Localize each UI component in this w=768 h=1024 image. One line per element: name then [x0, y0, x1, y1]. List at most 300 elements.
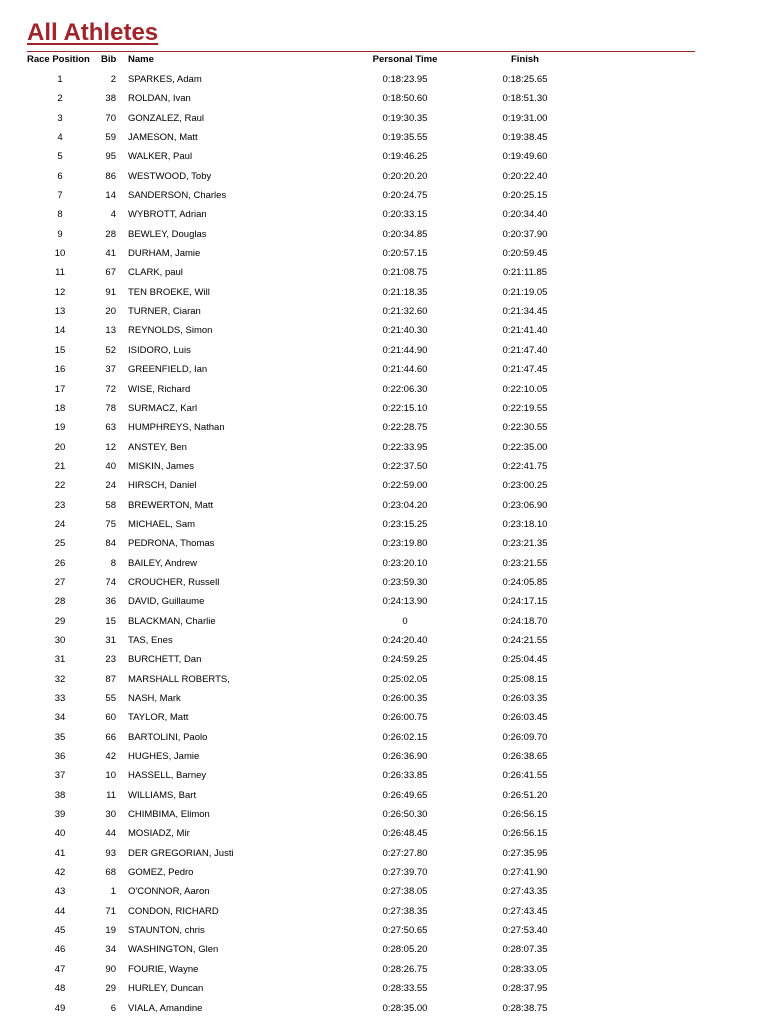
cell-bib: 68 [105, 867, 116, 879]
cell-finish: 0:28:07.35 [502, 944, 548, 956]
table-row [0, 728, 768, 747]
cell-race-position: 27 [54, 576, 66, 588]
table-row [0, 205, 768, 224]
cell-finish: 0:26:03.35 [502, 693, 548, 704]
cell-bib: 72 [105, 383, 116, 395]
cell-personal-time: 0:21:32.60 [382, 306, 428, 318]
cell-finish: 0:21:34.45 [502, 306, 548, 318]
cell-bib: 13 [105, 325, 116, 337]
table-row [0, 592, 768, 611]
cell-name: WILLIAMS, Bart [128, 789, 197, 801]
table-row [0, 882, 768, 901]
cell-finish: 0:22:41.75 [502, 460, 548, 472]
cell-name: WASHINGTON, Glen [128, 944, 219, 956]
cell-personal-time: 0:20:20.20 [382, 170, 428, 182]
cell-personal-time: 0:23:19.80 [382, 538, 428, 550]
cell-personal-time: 0:22:15.10 [382, 402, 428, 414]
cell-name: REYNOLDS, Simon [128, 325, 213, 337]
cell-race-position: 3 [57, 112, 63, 124]
table-row [0, 650, 768, 669]
cell-finish: 0:26:56.15 [502, 828, 548, 840]
table-row [0, 496, 768, 515]
cell-personal-time: 0:18:23.95 [382, 74, 428, 85]
cell-finish: 0:27:43.35 [502, 886, 548, 898]
cell-race-position: 40 [54, 828, 66, 840]
cell-name: DER GREGORIAN, Justi [128, 847, 234, 859]
cell-finish: 0:27:43.45 [502, 905, 548, 917]
table-body [0, 70, 768, 1018]
cell-finish: 0:27:35.95 [502, 847, 548, 859]
cell-personal-time: 0:20:33.15 [382, 209, 428, 221]
table-row [0, 863, 768, 882]
cell-personal-time: 0:21:18.35 [382, 286, 428, 298]
table-row [0, 128, 768, 147]
cell-bib: 38 [105, 93, 116, 105]
cell-name: ANSTEY, Ben [128, 441, 187, 453]
cell-race-position: 25 [54, 538, 66, 550]
cell-name: CLARK, paul [128, 267, 183, 279]
cell-finish: 0:23:06.90 [502, 499, 548, 511]
cell-race-position: 42 [54, 867, 66, 879]
cell-race-position: 2 [57, 93, 63, 105]
cell-finish: 0:24:21.55 [502, 634, 548, 646]
cell-personal-time: 0:26:49.65 [382, 789, 428, 801]
cell-bib: 58 [105, 499, 116, 511]
cell-name: MICHAEL, Sam [128, 518, 196, 530]
cell-finish: 0:24:05.85 [502, 576, 548, 588]
cell-race-position: 37 [54, 770, 66, 782]
cell-name: PEDRONA, Thomas [128, 538, 215, 550]
cell-bib: 6 [110, 1002, 116, 1014]
cell-finish: 0:18:25.65 [502, 74, 548, 85]
cell-name: CROUCHER, Russell [128, 576, 220, 588]
cell-personal-time: 0 [402, 615, 408, 627]
cell-name: MOSIADZ, Mir [128, 828, 190, 840]
cell-race-position: 8 [57, 209, 63, 221]
cell-name: CHIMBIMA, Elimon [128, 809, 210, 821]
table-row [0, 476, 768, 495]
table-row [0, 940, 768, 959]
cell-race-position: 18 [54, 402, 66, 414]
table-row [0, 612, 768, 631]
cell-name: DAVID, Guillaume [128, 596, 205, 608]
cell-name: WESTWOOD, Toby [128, 170, 212, 182]
cell-bib: 36 [105, 596, 116, 608]
table-header [0, 50, 768, 70]
table-row [0, 766, 768, 785]
cell-finish: 0:25:04.45 [502, 654, 548, 666]
cell-race-position: 16 [54, 364, 66, 376]
table-row [0, 747, 768, 766]
cell-race-position: 14 [54, 325, 66, 337]
cell-race-position: 24 [54, 518, 66, 530]
cell-personal-time: 0:19:35.55 [382, 132, 428, 144]
cell-race-position: 15 [54, 344, 66, 356]
cell-finish: 0:27:41.90 [502, 867, 548, 879]
cell-name: HUGHES, Jamie [128, 751, 200, 763]
cell-name: WISE, Richard [128, 383, 191, 395]
cell-race-position: 21 [54, 460, 66, 472]
cell-bib: 11 [106, 789, 116, 801]
cell-finish: 0:24:17.15 [502, 596, 548, 608]
cell-bib: 63 [105, 422, 116, 434]
table-row [0, 515, 768, 534]
cell-race-position: 43 [54, 886, 66, 898]
cell-finish: 0:28:37.95 [502, 983, 548, 995]
table-row [0, 786, 768, 805]
table-row [0, 283, 768, 302]
cell-finish: 0:26:03.45 [502, 712, 548, 724]
cell-bib: 84 [105, 538, 116, 550]
table-row [0, 380, 768, 399]
cell-race-position: 10 [54, 248, 66, 260]
cell-personal-time: 0:23:20.10 [382, 557, 428, 569]
cell-name: GREENFIELD, Ian [128, 364, 208, 376]
cell-race-position: 23 [54, 499, 66, 511]
cell-race-position: 9 [57, 228, 63, 240]
cell-bib: 30 [105, 809, 116, 821]
cell-name: HASSELL, Barney [128, 770, 207, 782]
cell-bib: 55 [105, 693, 116, 704]
cell-personal-time: 0:26:02.15 [382, 731, 428, 743]
table-row [0, 902, 768, 921]
cell-bib: 8 [110, 557, 116, 569]
table-row [0, 418, 768, 437]
cell-finish: 0:21:41.40 [502, 325, 548, 337]
cell-finish: 0:22:10.05 [502, 383, 548, 395]
cell-bib: 40 [105, 460, 116, 472]
cell-bib: 87 [105, 673, 116, 685]
cell-race-position: 12 [54, 286, 66, 298]
cell-race-position: 45 [54, 925, 66, 937]
table-row [0, 70, 768, 89]
cell-bib: 34 [105, 944, 116, 956]
cell-race-position: 11 [55, 267, 65, 279]
cell-bib: 20 [105, 306, 116, 318]
cell-name: BLACKMAN, Charlie [128, 615, 216, 627]
cell-name: WYBROTT, Adrian [128, 209, 207, 221]
cell-name: CONDON, RICHARD [128, 905, 219, 917]
cell-name: SPARKES, Adam [128, 74, 202, 85]
cell-name: ISIDORO, Luis [128, 344, 191, 356]
cell-race-position: 19 [54, 422, 66, 434]
cell-bib: 75 [105, 518, 116, 530]
cell-finish: 0:19:49.60 [502, 151, 548, 163]
cell-finish: 0:21:47.40 [502, 344, 548, 356]
cell-personal-time: 0:22:37.50 [382, 460, 428, 472]
cell-name: TAYLOR, Matt [128, 712, 189, 724]
cell-personal-time: 0:22:59.00 [382, 480, 428, 492]
cell-finish: 0:20:37.90 [502, 228, 548, 240]
cell-bib: 93 [105, 847, 116, 859]
cell-name: WALKER, Paul [128, 151, 193, 163]
cell-bib: 12 [105, 441, 116, 453]
cell-finish: 0:23:21.35 [502, 538, 548, 550]
cell-race-position: 4 [57, 132, 63, 144]
cell-personal-time: 0:28:26.75 [382, 963, 428, 975]
cell-name: DURHAM, Jamie [128, 248, 201, 260]
cell-finish: 0:26:38.65 [502, 751, 548, 763]
page-title: All Athletes [27, 19, 159, 46]
cell-bib: 24 [105, 480, 116, 492]
table-row [0, 573, 768, 592]
table-row [0, 341, 768, 360]
cell-personal-time: 0:27:50.65 [382, 925, 428, 937]
table-row [0, 263, 768, 282]
cell-name: ROLDAN, Ivan [128, 93, 191, 105]
cell-personal-time: 0:23:15.25 [382, 518, 428, 530]
cell-personal-time: 0:24:59.25 [382, 654, 428, 666]
header-bib: Bib [101, 54, 117, 65]
cell-finish: 0:19:38.45 [502, 132, 548, 144]
results-table [0, 50, 768, 1018]
cell-finish: 0:21:47.45 [502, 364, 548, 376]
cell-bib: 37 [105, 364, 116, 376]
cell-name: TEN BROEKE, Will [128, 286, 210, 298]
cell-race-position: 33 [54, 693, 66, 704]
table-row [0, 844, 768, 863]
table-row [0, 960, 768, 979]
cell-name: BURCHETT, Dan [128, 654, 202, 666]
cell-bib: 41 [105, 248, 116, 260]
cell-finish: 0:21:19.05 [502, 286, 548, 298]
cell-finish: 0:20:25.15 [502, 190, 548, 202]
cell-finish: 0:23:00.25 [502, 480, 548, 492]
cell-bib: 60 [105, 712, 116, 724]
table-row [0, 921, 768, 940]
table-row [0, 225, 768, 244]
cell-bib: 29 [105, 983, 116, 995]
cell-race-position: 30 [54, 634, 66, 646]
cell-finish: 0:19:31.00 [502, 112, 548, 124]
cell-personal-time: 0:26:36.90 [382, 751, 428, 763]
cell-race-position: 31 [54, 654, 66, 666]
table-row [0, 186, 768, 205]
cell-personal-time: 0:28:35.00 [382, 1002, 428, 1014]
cell-bib: 42 [105, 751, 116, 763]
cell-personal-time: 0:26:00.75 [382, 712, 428, 724]
table-row [0, 438, 768, 457]
cell-name: GONZALEZ, Raul [128, 112, 205, 124]
cell-race-position: 1 [57, 74, 63, 85]
table-row [0, 399, 768, 418]
cell-finish: 0:20:34.40 [502, 209, 548, 221]
cell-name: NASH, Mark [128, 693, 181, 704]
cell-personal-time: 0:24:20.40 [382, 634, 428, 646]
cell-race-position: 6 [57, 170, 63, 182]
cell-bib: 91 [105, 286, 116, 298]
table-row [0, 360, 768, 379]
cell-name: SURMACZ, Karl [128, 402, 198, 414]
cell-finish: 0:24:18.70 [502, 615, 548, 627]
cell-race-position: 47 [54, 963, 66, 975]
cell-name: STAUNTON, chris [128, 925, 205, 937]
table-row [0, 631, 768, 650]
cell-personal-time: 0:21:40.30 [382, 325, 428, 337]
cell-race-position: 28 [54, 596, 66, 608]
cell-name: JAMESON, Matt [128, 132, 198, 144]
cell-bib: 10 [105, 770, 116, 782]
cell-name: BEWLEY, Douglas [128, 228, 207, 240]
cell-finish: 0:21:11.85 [502, 267, 548, 279]
cell-personal-time: 0:28:05.20 [382, 944, 428, 956]
cell-bib: 70 [105, 112, 116, 124]
cell-name: O'CONNOR, Aaron [128, 886, 210, 898]
cell-bib: 15 [105, 615, 116, 627]
cell-bib: 90 [105, 963, 116, 975]
cell-bib: 67 [105, 267, 116, 279]
cell-name: MISKIN, James [128, 460, 194, 472]
cell-race-position: 35 [54, 731, 66, 743]
cell-personal-time: 0:26:00.35 [382, 693, 428, 704]
cell-name: VIALA, Amandine [128, 1002, 203, 1014]
cell-finish: 0:25:08.15 [502, 673, 548, 685]
cell-name: GOMEZ, Pedro [128, 867, 194, 879]
cell-race-position: 29 [54, 615, 66, 627]
cell-personal-time: 0:22:33.95 [382, 441, 428, 453]
cell-finish: 0:20:22.40 [502, 170, 548, 182]
cell-finish: 0:28:38.75 [502, 1002, 548, 1014]
cell-personal-time: 0:26:33.85 [382, 770, 428, 782]
cell-race-position: 34 [54, 712, 66, 724]
cell-name: TURNER, Ciaran [128, 306, 201, 318]
cell-personal-time: 0:20:24.75 [382, 190, 428, 202]
cell-bib: 66 [105, 731, 116, 743]
cell-personal-time: 0:19:46.25 [382, 151, 428, 163]
cell-name: BAILEY, Andrew [128, 557, 198, 569]
cell-race-position: 7 [57, 190, 63, 202]
cell-race-position: 41 [54, 847, 66, 859]
cell-bib: 71 [105, 905, 116, 917]
cell-race-position: 22 [54, 480, 66, 492]
table-row [0, 534, 768, 553]
cell-bib: 95 [105, 151, 116, 163]
table-row [0, 708, 768, 727]
cell-name: MARSHALL ROBERTS, [128, 673, 230, 685]
cell-bib: 44 [105, 828, 116, 840]
cell-personal-time: 0:27:38.05 [382, 886, 428, 898]
cell-finish: 0:23:21.55 [502, 557, 548, 569]
cell-race-position: 5 [57, 151, 63, 163]
table-row [0, 824, 768, 843]
cell-finish: 0:28:33.05 [502, 963, 548, 975]
cell-personal-time: 0:27:39.70 [382, 867, 428, 879]
cell-personal-time: 0:26:48.45 [382, 828, 428, 840]
table-row [0, 554, 768, 573]
table-row [0, 999, 768, 1018]
cell-name: SANDERSON, Charles [128, 190, 227, 202]
cell-personal-time: 0:27:27.80 [382, 847, 428, 859]
cell-bib: 1 [110, 886, 116, 898]
cell-bib: 23 [105, 654, 116, 666]
cell-bib: 86 [105, 170, 116, 182]
cell-bib: 28 [105, 228, 116, 240]
cell-finish: 0:26:09.70 [502, 731, 548, 743]
cell-name: FOURIE, Wayne [128, 963, 199, 975]
cell-personal-time: 0:21:44.60 [382, 364, 428, 376]
cell-name: TAS, Enes [128, 634, 173, 646]
table-row [0, 89, 768, 108]
header-race-position: Race Position [27, 54, 90, 65]
cell-personal-time: 0:20:57.15 [382, 248, 428, 260]
cell-race-position: 13 [54, 306, 66, 318]
cell-race-position: 49 [54, 1002, 66, 1014]
cell-race-position: 38 [54, 789, 66, 801]
table-row [0, 805, 768, 824]
cell-finish: 0:26:51.20 [502, 789, 548, 801]
cell-personal-time: 0:24:13.90 [382, 596, 428, 608]
cell-personal-time: 0:28:33.55 [382, 983, 428, 995]
table-row [0, 670, 768, 689]
cell-personal-time: 0:23:59.30 [382, 576, 428, 588]
cell-race-position: 46 [54, 944, 66, 956]
cell-personal-time: 0:27:38.35 [382, 905, 428, 917]
cell-race-position: 26 [54, 557, 66, 569]
table-row [0, 321, 768, 340]
cell-finish: 0:22:35.00 [502, 441, 548, 453]
cell-finish: 0:22:30.55 [502, 422, 548, 434]
cell-name: HIRSCH, Daniel [128, 480, 197, 492]
cell-bib: 4 [110, 209, 116, 221]
cell-race-position: 48 [54, 983, 66, 995]
cell-personal-time: 0:22:28.75 [382, 422, 428, 434]
cell-finish: 0:18:51.30 [502, 93, 548, 105]
cell-race-position: 32 [54, 673, 66, 685]
cell-bib: 59 [105, 132, 116, 144]
cell-finish: 0:20:59.45 [502, 248, 548, 260]
table-row [0, 979, 768, 998]
cell-finish: 0:27:53.40 [502, 925, 548, 937]
header-name: Name [128, 54, 154, 65]
cell-name: HURLEY, Duncan [128, 983, 204, 995]
header-personal-time: Personal Time [372, 54, 438, 65]
table-row [0, 244, 768, 263]
cell-bib: 19 [105, 925, 116, 937]
cell-bib: 14 [105, 190, 116, 202]
cell-bib: 2 [110, 74, 116, 85]
table-row [0, 109, 768, 128]
table-row [0, 302, 768, 321]
cell-finish: 0:23:18.10 [502, 518, 548, 530]
table-row [0, 147, 768, 166]
cell-race-position: 17 [54, 383, 66, 395]
cell-personal-time: 0:18:50.60 [382, 93, 428, 105]
cell-race-position: 39 [54, 809, 66, 821]
cell-name: BARTOLINI, Paolo [128, 731, 208, 743]
table-row [0, 167, 768, 186]
cell-bib: 52 [105, 344, 116, 356]
cell-personal-time: 0:19:30.35 [382, 112, 428, 124]
cell-personal-time: 0:20:34.85 [382, 228, 428, 240]
cell-personal-time: 0:21:44.90 [382, 344, 428, 356]
cell-bib: 74 [105, 576, 116, 588]
cell-finish: 0:26:41.55 [502, 770, 548, 782]
table-row [0, 689, 768, 708]
cell-finish: 0:22:19.55 [502, 402, 548, 414]
cell-bib: 31 [105, 634, 116, 646]
cell-finish: 0:26:56.15 [502, 809, 548, 821]
cell-personal-time: 0:25:02.05 [382, 673, 428, 685]
cell-name: BREWERTON, Matt [128, 499, 214, 511]
cell-race-position: 44 [54, 905, 66, 917]
cell-bib: 78 [105, 402, 116, 414]
cell-race-position: 20 [54, 441, 66, 453]
header-finish: Finish [511, 54, 539, 65]
cell-race-position: 36 [54, 751, 66, 763]
cell-personal-time: 0:23:04.20 [382, 499, 428, 511]
cell-personal-time: 0:21:08.75 [382, 267, 428, 279]
cell-personal-time: 0:26:50.30 [382, 809, 428, 821]
